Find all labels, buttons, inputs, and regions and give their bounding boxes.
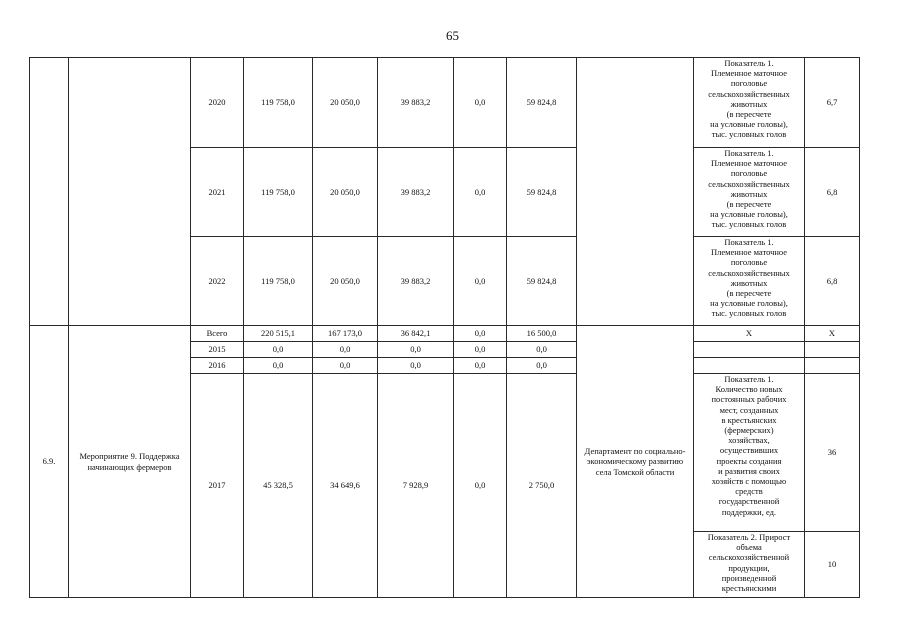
federal-cell: 20 050,0 [313, 58, 378, 148]
indicator-line: на условные головы), [710, 119, 788, 130]
total-cell: 220 515,1 [244, 326, 313, 342]
year-cell: Всего [191, 326, 244, 342]
indicator-line: Показатель 1. [724, 237, 774, 247]
indicator-line: (в пересчете [726, 199, 772, 210]
indicator-cell [694, 358, 805, 374]
indicator-line: животных [730, 188, 768, 199]
indicator-line: животных [730, 98, 768, 109]
indicator-value-cell: Х [805, 326, 860, 342]
indicator-line: в крестьянских [721, 414, 777, 425]
indicator-line: Количество новых [715, 384, 783, 395]
other-cell: 59 824,8 [507, 237, 577, 326]
table-row [30, 58, 860, 148]
regional-cell: 39 883,2 [378, 237, 454, 326]
indicator-value-cell: 36 [805, 374, 860, 532]
total-cell: 0,0 [244, 342, 313, 358]
indicator-value-cell: 6,8 [805, 148, 860, 237]
indicator-line: мест, созданных [719, 404, 779, 415]
local-cell: 0,0 [454, 237, 507, 326]
indicator-value-cell [805, 342, 860, 358]
indicator-value-cell: 10 [805, 532, 860, 598]
indicator-line: хозяйств с помощью [711, 476, 787, 487]
regional-cell: 39 883,2 [378, 58, 454, 148]
measure-code: 6.9. [30, 326, 69, 598]
indicator-line: (в пересчете [726, 109, 772, 120]
other-cell: 0,0 [507, 358, 577, 374]
indicator-value-cell: 6,8 [805, 237, 860, 326]
indicator-line: крестьянскими [721, 583, 777, 594]
indicator-line: Племенное маточное [710, 68, 788, 79]
indicator-line: средств [735, 486, 763, 497]
federal-cell: 20 050,0 [313, 148, 378, 237]
indicator-line: на условные головы), [710, 298, 788, 309]
regional-cell: 0,0 [378, 358, 454, 374]
indicator-line: Показатель 1. [724, 148, 774, 158]
indicator-line: сельскохозяйственной [708, 552, 790, 563]
other-cell: 2 750,0 [507, 374, 577, 598]
federal-cell: 167 173,0 [313, 326, 378, 342]
indicator-cell [694, 148, 805, 237]
indicator-line: проекты создания [716, 455, 782, 466]
other-cell: 59 824,8 [507, 58, 577, 148]
indicator-line: тыс. условных голов [711, 308, 787, 319]
indicator-line: осуществивших [719, 445, 779, 456]
regional-cell: 36 842,1 [378, 326, 454, 342]
indicator-line: Показатель 1. [724, 58, 774, 68]
year-cell: 2022 [191, 237, 244, 326]
year-cell: 2017 [191, 374, 244, 598]
indicator-line: (фермерских) [724, 425, 774, 436]
indicator-cell [694, 532, 805, 598]
other-cell: 59 824,8 [507, 148, 577, 237]
department-cell [577, 58, 694, 326]
indicator-cell: Х [694, 326, 805, 342]
indicator-line: государственной [718, 496, 780, 507]
department-cell: Департамент по социально-экономическому развитию села Томской области [577, 326, 694, 598]
local-cell: 0,0 [454, 358, 507, 374]
local-cell: 0,0 [454, 374, 507, 598]
year-cell: 2020 [191, 58, 244, 148]
year-cell: 2015 [191, 342, 244, 358]
federal-cell: 20 050,0 [313, 237, 378, 326]
measure-name: Мероприятие 9. Поддержка начинающих фермеров [69, 326, 191, 598]
indicator-line: сельскохозяйственных [708, 178, 790, 189]
total-cell: 119 758,0 [244, 58, 313, 148]
local-cell: 0,0 [454, 58, 507, 148]
table-row [30, 326, 860, 342]
regional-cell: 39 883,2 [378, 148, 454, 237]
indicator-line: Показатель 2. Прирост [707, 532, 791, 542]
indicator-line: сельскохозяйственных [708, 267, 790, 278]
indicator-line: тыс. условных голов [711, 129, 787, 140]
federal-cell: 0,0 [313, 342, 378, 358]
indicator-value-cell [805, 358, 860, 374]
indicator-value-cell: 6,7 [805, 58, 860, 148]
federal-cell: 34 649,6 [313, 374, 378, 598]
indicator-line: поголовье [730, 78, 768, 89]
code-cell [30, 58, 69, 326]
other-cell: 0,0 [507, 342, 577, 358]
indicator-line: животных [730, 277, 768, 288]
indicator-line: хозяйствах, [728, 435, 770, 446]
regional-cell: 7 928,9 [378, 374, 454, 598]
total-cell: 45 328,5 [244, 374, 313, 598]
indicator-line: произведенной [721, 572, 777, 583]
total-cell: 119 758,0 [244, 237, 313, 326]
indicator-line: поддержки, ед. [721, 506, 777, 517]
indicator-cell [694, 58, 805, 148]
year-cell: 2016 [191, 358, 244, 374]
name-cell [69, 58, 191, 326]
year-cell: 2021 [191, 148, 244, 237]
local-cell: 0,0 [454, 148, 507, 237]
budget-table [29, 57, 860, 598]
regional-cell: 0,0 [378, 342, 454, 358]
page-number: 65 [446, 28, 459, 43]
indicator-cell [694, 237, 805, 326]
indicator-cell [694, 374, 805, 532]
indicator-line: и развития своих [718, 465, 780, 476]
indicator-cell [694, 342, 805, 358]
total-cell: 119 758,0 [244, 148, 313, 237]
total-cell: 0,0 [244, 358, 313, 374]
indicator-line: сельскохозяйственных [708, 88, 790, 99]
indicator-line: Показатель 1. [724, 374, 774, 384]
other-cell: 16 500,0 [507, 326, 577, 342]
indicator-line: Племенное маточное [710, 247, 788, 258]
indicator-line: (в пересчете [726, 288, 772, 299]
indicator-line: объема [736, 542, 762, 553]
indicator-line: поголовье [730, 168, 768, 179]
indicator-line: на условные головы), [710, 209, 788, 220]
federal-cell: 0,0 [313, 358, 378, 374]
local-cell: 0,0 [454, 326, 507, 342]
local-cell: 0,0 [454, 342, 507, 358]
indicator-line: постоянных рабочих [711, 394, 787, 405]
indicator-line: Племенное маточное [710, 158, 788, 169]
indicator-line: продукции, [728, 562, 770, 573]
indicator-line: поголовье [730, 257, 768, 268]
indicator-line: тыс. условных голов [711, 219, 787, 230]
